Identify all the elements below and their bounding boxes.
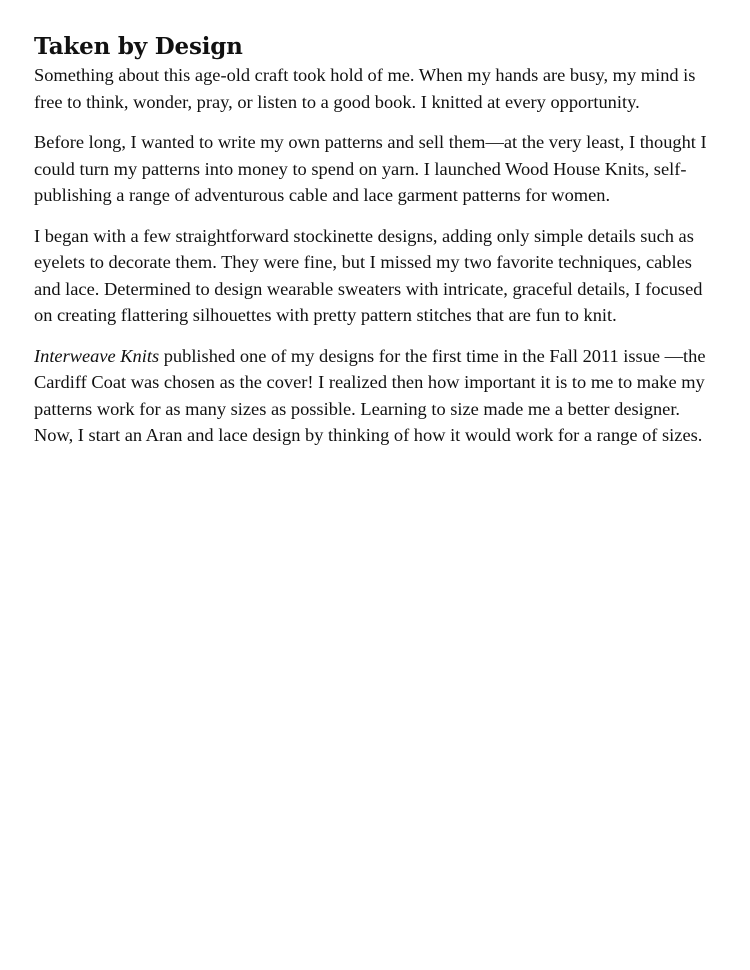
article-title: Taken by Design [34, 33, 243, 60]
paragraph-4-text: published one of my designs for the first time in the Fall 2011 issue —the Cardiff Coat was chosen as the cover! I realized then how important it is to me to make my patterns work for as many sizes as possible. Learning to size made me a better designer. Now, I start an Aran and lace design by thinking of how it would work for a range of sizes. [34, 345, 706, 445]
article [34, 32, 720, 463]
paragraph-2: Before long, I wanted to write my own patterns and sell them—at the very least, I thought I could turn my patterns into money to spend on yarn. I launched Wood House Knits, self-publishing a range of adventurous cable and lace garment patterns for women. [34, 132, 707, 205]
paragraph-1: Something about this age-old craft took hold of me. When my hands are busy, my mind is free to think, wonder, pray, or listen to a good book. I knitted at every opportunity. [34, 65, 696, 112]
paragraph-4 [34, 343, 720, 449]
paragraph-3: I began with a few straightforward stockinette designs, adding only simple details such as eyelets to decorate them. They were fine, but I missed my two favorite techniques, cables and lace. Determined to design wearable sweaters with intricate, graceful details, I focused on creating flattering silhouettes with pretty pattern stitches that are fun to knit. [34, 225, 703, 325]
publication-name: Interweave Knits [34, 345, 160, 366]
